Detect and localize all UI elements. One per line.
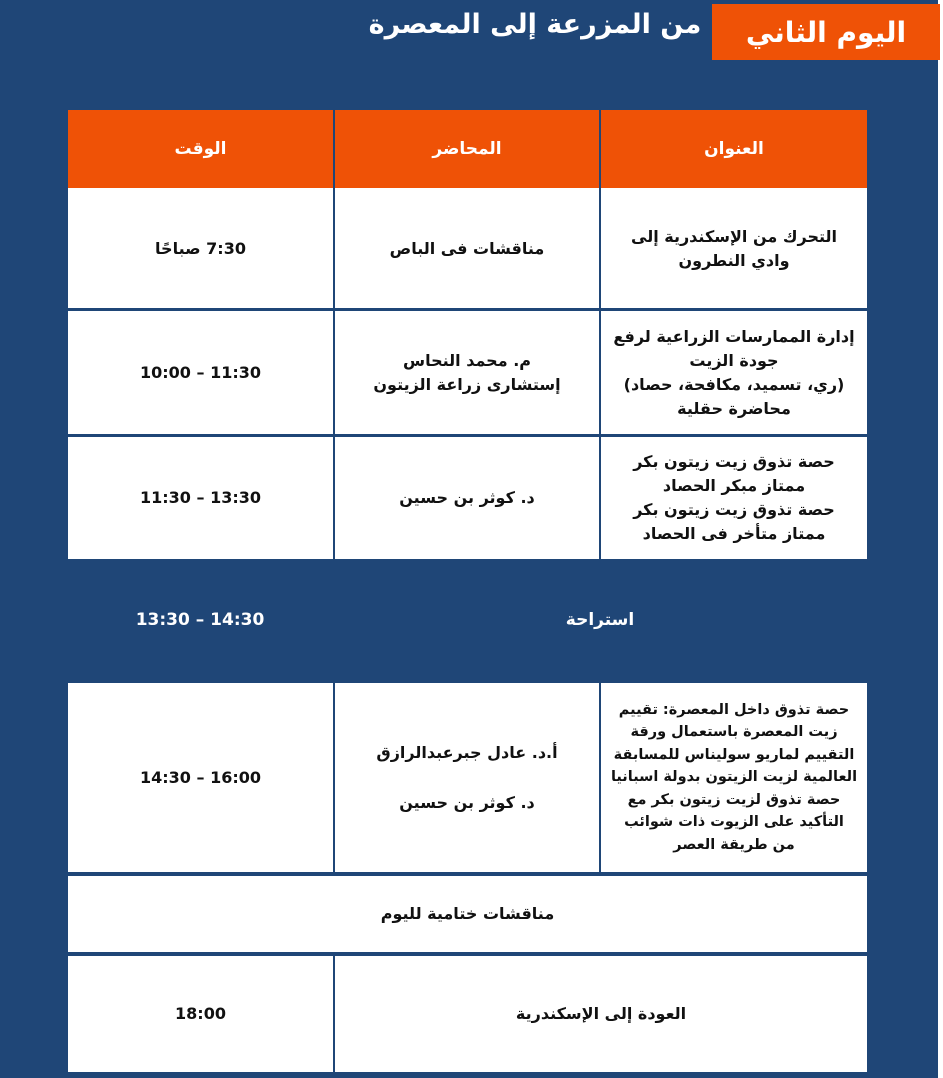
return-time: 18:00 (68, 956, 333, 1072)
row-1-time: 7:30 صباحًا (68, 190, 333, 308)
row-4-lecturer-1: أ.د. عادل جبرعبدالرازق (376, 742, 558, 762)
column-header-title: العنوان (601, 110, 867, 190)
row-2-title: إدارة الممارسات الزراعية لرفع جودة الزيت (ري، تسميد، مكافحة، حصاد) محاضرة حقلية (601, 311, 867, 434)
column-header-lecturer: المحاضر (335, 110, 599, 190)
row-3-time: 11:30 – 13:30 (68, 437, 333, 559)
column-header-time: الوقت (68, 110, 333, 190)
page-edge (938, 0, 943, 1078)
row-3-lecturer: د. كوثر بن حسين (335, 437, 599, 559)
closing-discussions: مناقشات ختامية لليوم (68, 876, 867, 952)
row-2-time: 10:00 – 11:30 (68, 311, 333, 434)
row-4-title: حصة تذوق داخل المعصرة: تقييم زيت المعصرة باستعمال ورقة التقييم لماريو سولیناس للمسابقة العالمية لزيت الزيتون بدولة اسبانيا حصة تذوق لزيت زيتون بكر مع التأكيد على الزيوت ذات شوائب من طريقة العصر (601, 683, 867, 872)
break-time: 13:30 – 14:30 (135, 610, 265, 630)
break-label: استراحة (565, 610, 635, 630)
day-badge: اليوم الثاني (712, 4, 940, 60)
row-1-lecturer: مناقشات فى الباص (335, 190, 599, 308)
row-4-time: 14:30 – 16:00 (68, 683, 333, 872)
page-title: من المزرعة إلى المعصرة (368, 8, 702, 40)
row-1-title: التحرك من الإسكندرية إلى وادي النطرون (601, 190, 867, 308)
return-label: العودة إلى الإسكندرية (335, 956, 867, 1072)
row-4-lecturer-cell (335, 683, 599, 872)
row-2-lecturer: م. محمد النحاس إستشارى زراعة الزيتون (335, 311, 599, 434)
row-4-lecturer-2: د. كوثر بن حسين (399, 792, 535, 812)
row-3-title: حصة تذوق زيت زيتون بكر ممتاز مبكر الحصاد حصة تذوق زيت زيتون بكر ممتاز متأخر فى الحصاد (601, 437, 867, 559)
